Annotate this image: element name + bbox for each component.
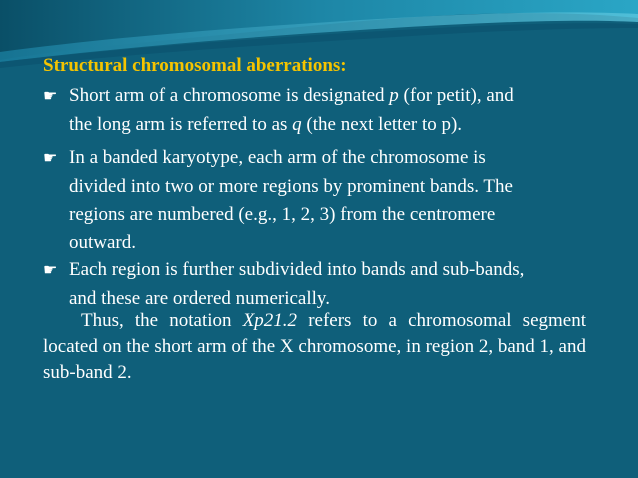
pointing-hand-icon: ☛ (43, 262, 58, 279)
bullet-item: ☛ Short arm of a chromosome is designated p (for petit), and the long arm is referred to as q (the next letter to p). (43, 85, 514, 135)
slide-title: Structural chromosomal aberrations: (43, 55, 347, 76)
pointing-hand-icon: ☛ (43, 88, 58, 105)
bullet-item: ☛ In a banded karyotype, each arm of the chromosome is divided into two or more regions by prominent bands. The regions are numbered (e.g., 1, 2, 3) from the centromere outward. (43, 147, 513, 253)
bullet-item: ☛ Each region is further subdivided into bands and sub-bands, and these are ordered numerically. (43, 259, 525, 309)
pointing-hand-icon: ☛ (43, 150, 58, 167)
notation-paragraph: Thus, the notation Xp21.2 refers to a chromosomal segment located on the short arm of the X chromosome, in region 2, band 1, and sub-band 2. (43, 310, 586, 383)
